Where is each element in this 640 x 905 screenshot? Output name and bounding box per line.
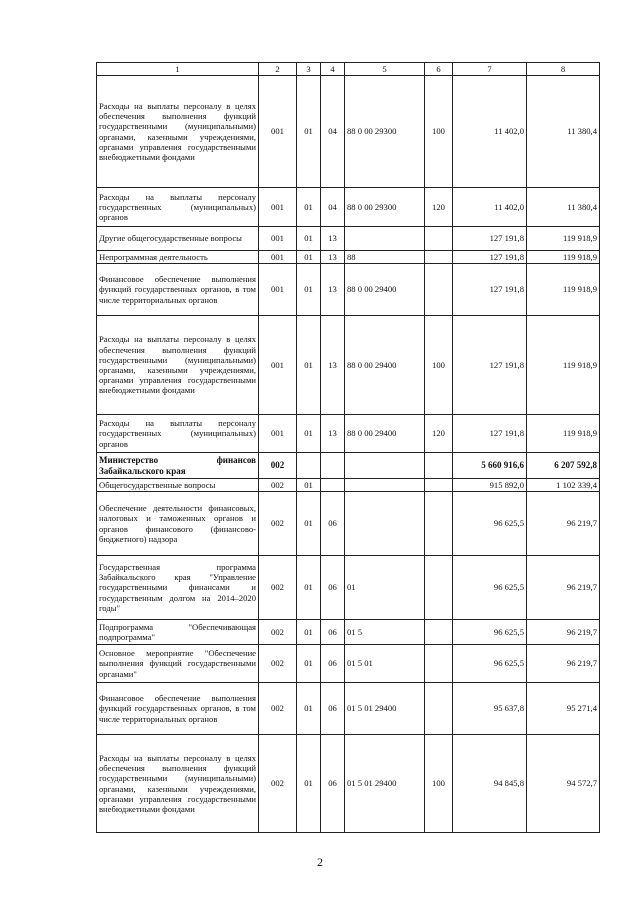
- row-name: Подпрограмма "Обеспечивающая подпрограмма": [97, 620, 259, 645]
- cell-admin-code: 001: [259, 415, 297, 453]
- cell-target-article: 01: [345, 556, 425, 620]
- cell-amount-2: 94 572,7: [527, 735, 600, 833]
- cell-amount-1: 11 402,0: [453, 188, 527, 227]
- column-header: 2: [259, 63, 297, 76]
- cell-amount-1: 127 191,8: [453, 264, 527, 316]
- cell-amount-1: 94 845,8: [453, 735, 527, 833]
- cell-admin-code: 002: [259, 620, 297, 645]
- table-row: [97, 620, 600, 645]
- cell-amount-1: 915 892,0: [453, 479, 527, 492]
- cell-section: 01: [297, 415, 321, 453]
- cell-expense-type: [425, 620, 453, 645]
- cell-admin-code: 002: [259, 556, 297, 620]
- cell-admin-code: 002: [259, 683, 297, 735]
- cell-amount-2: 96 219,7: [527, 645, 600, 683]
- cell-subsection: 06: [321, 735, 345, 833]
- row-name: Другие общегосударственные вопросы: [97, 227, 259, 251]
- cell-expense-type: 100: [425, 76, 453, 188]
- cell-expense-type: [425, 492, 453, 556]
- cell-expense-type: [425, 683, 453, 735]
- row-name: Общегосударственные вопросы: [97, 479, 259, 492]
- cell-target-article: 01 5 01 29400: [345, 735, 425, 833]
- budget-table: [96, 62, 600, 833]
- cell-admin-code: 001: [259, 227, 297, 251]
- cell-amount-2: 119 918,9: [527, 251, 600, 264]
- cell-amount-1: 127 191,8: [453, 316, 527, 415]
- cell-amount-1: 96 625,5: [453, 556, 527, 620]
- cell-section: [297, 453, 321, 479]
- page-number: 2: [317, 855, 323, 869]
- cell-amount-2: 119 918,9: [527, 415, 600, 453]
- column-header: 7: [453, 63, 527, 76]
- cell-subsection: 13: [321, 227, 345, 251]
- cell-subsection: 04: [321, 76, 345, 188]
- cell-amount-2: 96 219,7: [527, 492, 600, 556]
- row-name: Основное мероприятие "Обеспечение выполнения функций государственными органами": [97, 645, 259, 683]
- table-row: [97, 76, 600, 188]
- cell-expense-type: [425, 453, 453, 479]
- column-header: 5: [345, 63, 425, 76]
- cell-section: 01: [297, 645, 321, 683]
- column-header: 1: [97, 63, 259, 76]
- cell-target-article: 88: [345, 251, 425, 264]
- cell-section: 01: [297, 556, 321, 620]
- cell-subsection: [321, 479, 345, 492]
- cell-subsection: 06: [321, 620, 345, 645]
- cell-section: 01: [297, 227, 321, 251]
- table-row: [97, 492, 600, 556]
- cell-amount-1: 5 660 916,6: [453, 453, 527, 479]
- cell-amount-1: 127 191,8: [453, 415, 527, 453]
- row-name: Министерство финансов Забайкальского края: [97, 453, 259, 479]
- row-name: Обеспечение деятельности финансовых, налоговых и таможенных органов и органов финансового (финансово-бюджетного) надзора: [97, 492, 259, 556]
- cell-target-article: 01 5 01 29400: [345, 683, 425, 735]
- cell-target-article: 01 5: [345, 620, 425, 645]
- table-row: [97, 683, 600, 735]
- cell-amount-2: 96 219,7: [527, 620, 600, 645]
- cell-target-article: 88 0 00 29300: [345, 188, 425, 227]
- cell-admin-code: 002: [259, 645, 297, 683]
- cell-target-article: 01 5 01: [345, 645, 425, 683]
- cell-amount-1: 96 625,5: [453, 492, 527, 556]
- column-header: 8: [527, 63, 600, 76]
- cell-admin-code: 001: [259, 316, 297, 415]
- cell-admin-code: 001: [259, 264, 297, 316]
- cell-target-article: 88 0 00 29300: [345, 76, 425, 188]
- cell-amount-2: 6 207 592,8: [527, 453, 600, 479]
- table-row: [97, 264, 600, 316]
- cell-expense-type: 100: [425, 735, 453, 833]
- cell-expense-type: [425, 645, 453, 683]
- cell-section: 01: [297, 683, 321, 735]
- row-name: Расходы на выплаты персоналу в целях обеспечения выполнения функций государственными (муниципальными) органами, казенными учреждениями, органами управления государственными внебюджетными фондами: [97, 316, 259, 415]
- cell-admin-code: 002: [259, 492, 297, 556]
- cell-amount-1: 127 191,8: [453, 251, 527, 264]
- row-name: Расходы на выплаты персоналу в целях обеспечения выполнения функций государственными (муниципальными) органами, казенными учреждениями, органами управления государственными внебюджетными фондами: [97, 76, 259, 188]
- table-row: [97, 453, 600, 479]
- cell-amount-2: 11 380,4: [527, 76, 600, 188]
- cell-section: 01: [297, 620, 321, 645]
- cell-amount-1: 127 191,8: [453, 227, 527, 251]
- cell-subsection: 06: [321, 492, 345, 556]
- cell-subsection: [321, 453, 345, 479]
- cell-subsection: 06: [321, 683, 345, 735]
- cell-target-article: [345, 227, 425, 251]
- table-row: [97, 227, 600, 251]
- cell-amount-1: 96 625,5: [453, 620, 527, 645]
- cell-amount-2: 95 271,4: [527, 683, 600, 735]
- cell-admin-code: 001: [259, 76, 297, 188]
- cell-section: 01: [297, 735, 321, 833]
- row-name: Расходы на выплаты персоналу государственных (муниципальных) органов: [97, 415, 259, 453]
- cell-expense-type: [425, 227, 453, 251]
- cell-section: 01: [297, 479, 321, 492]
- table-row: [97, 415, 600, 453]
- cell-subsection: 13: [321, 316, 345, 415]
- cell-section: 01: [297, 76, 321, 188]
- cell-amount-2: 119 918,9: [527, 316, 600, 415]
- cell-admin-code: 002: [259, 453, 297, 479]
- cell-section: 01: [297, 492, 321, 556]
- cell-target-article: 88 0 00 29400: [345, 264, 425, 316]
- cell-section: 01: [297, 188, 321, 227]
- cell-subsection: 13: [321, 251, 345, 264]
- cell-amount-2: 11 380,4: [527, 188, 600, 227]
- cell-amount-1: 96 625,5: [453, 645, 527, 683]
- cell-expense-type: [425, 556, 453, 620]
- table-row: [97, 645, 600, 683]
- cell-admin-code: 002: [259, 479, 297, 492]
- row-name: Государственная программа Забайкальского края "Управление государственными финансами и государственным долгом на 2014–2020 годы": [97, 556, 259, 620]
- cell-section: 01: [297, 251, 321, 264]
- column-header: 3: [297, 63, 321, 76]
- cell-expense-type: 120: [425, 188, 453, 227]
- row-name: Расходы на выплаты персоналу государственных (муниципальных) органов: [97, 188, 259, 227]
- cell-target-article: [345, 492, 425, 556]
- column-header: 4: [321, 63, 345, 76]
- row-name: Финансовое обеспечение выполнения функций государственных органов, в том числе территориальных органов: [97, 683, 259, 735]
- row-name: Расходы на выплаты персоналу в целях обеспечения выполнения функций государственными (муниципальными) органами, казенными учреждениями, органами управления государственными внебюджетными фондами: [97, 735, 259, 833]
- cell-subsection: 06: [321, 556, 345, 620]
- table-header-row: [97, 63, 600, 76]
- cell-admin-code: 001: [259, 188, 297, 227]
- cell-admin-code: 001: [259, 251, 297, 264]
- cell-target-article: [345, 453, 425, 479]
- row-name: Непрограммная деятельность: [97, 251, 259, 264]
- cell-section: 01: [297, 264, 321, 316]
- row-name: Финансовое обеспечение выполнения функций государственных органов, в том числе территориальных органов: [97, 264, 259, 316]
- table-row: [97, 188, 600, 227]
- cell-admin-code: 002: [259, 735, 297, 833]
- cell-subsection: 06: [321, 645, 345, 683]
- cell-subsection: 04: [321, 188, 345, 227]
- cell-section: 01: [297, 316, 321, 415]
- cell-amount-1: 95 637,8: [453, 683, 527, 735]
- cell-target-article: 88 0 00 29400: [345, 316, 425, 415]
- cell-expense-type: [425, 251, 453, 264]
- table-row: [97, 735, 600, 833]
- cell-amount-1: 11 402,0: [453, 76, 527, 188]
- table-row: [97, 556, 600, 620]
- cell-subsection: 13: [321, 415, 345, 453]
- cell-expense-type: 100: [425, 316, 453, 415]
- cell-amount-2: 119 918,9: [527, 227, 600, 251]
- cell-amount-2: 119 918,9: [527, 264, 600, 316]
- cell-target-article: [345, 479, 425, 492]
- table-row: [97, 479, 600, 492]
- cell-expense-type: 120: [425, 415, 453, 453]
- cell-target-article: 88 0 00 29400: [345, 415, 425, 453]
- table-row: [97, 316, 600, 415]
- cell-expense-type: [425, 479, 453, 492]
- cell-amount-2: 96 219,7: [527, 556, 600, 620]
- cell-subsection: 13: [321, 264, 345, 316]
- table-row: [97, 251, 600, 264]
- cell-expense-type: [425, 264, 453, 316]
- cell-amount-2: 1 102 339,4: [527, 479, 600, 492]
- column-header: 6: [425, 63, 453, 76]
